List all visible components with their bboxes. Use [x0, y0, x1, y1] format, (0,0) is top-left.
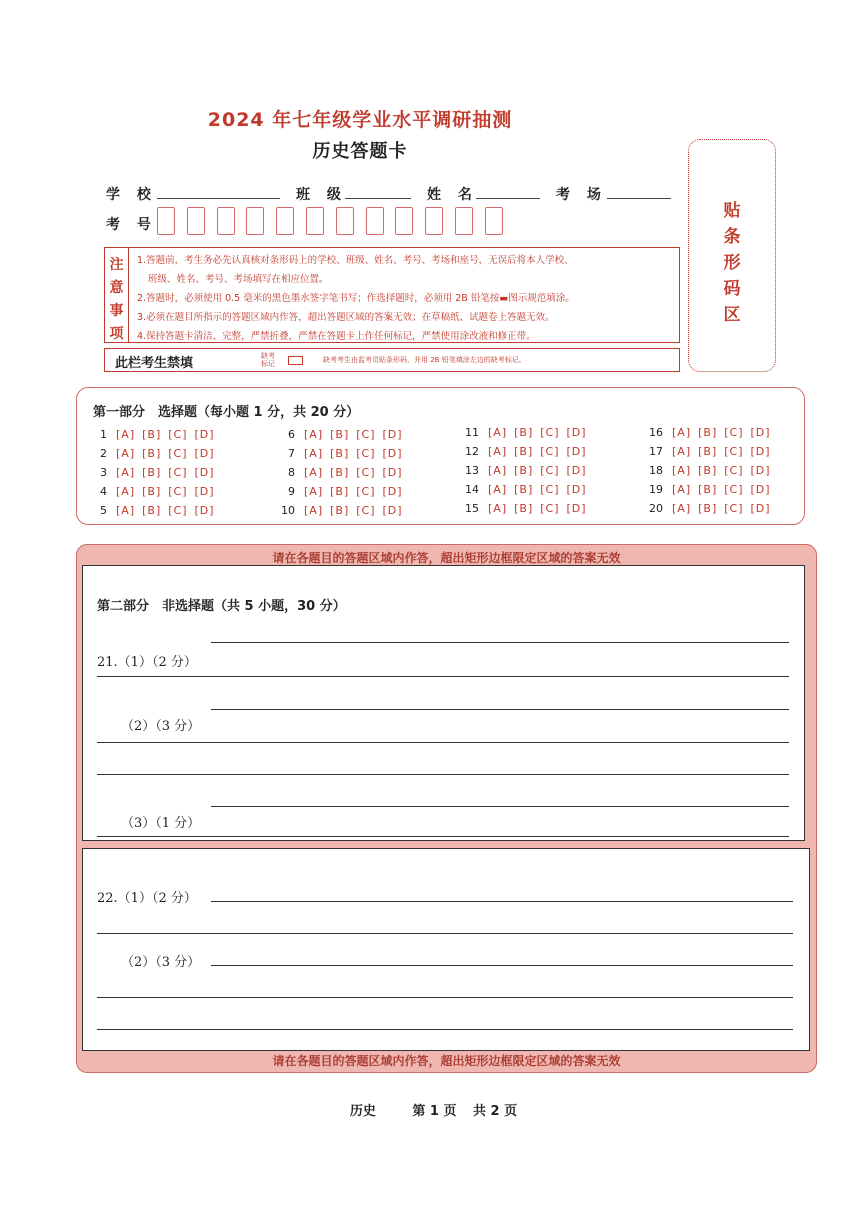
class-label: 班 级: [296, 187, 347, 203]
question-row: [649, 502, 771, 515]
answer-option[interactable]: [B]: [514, 502, 534, 515]
question-row: [93, 466, 215, 479]
notice-heading-char: 项: [109, 326, 124, 342]
question-row: [281, 466, 403, 479]
answer-option[interactable]: [C]: [540, 483, 560, 496]
answer-area-warning-top: 请在各题目的答题区域内作答，超出矩形边框限定区域的答案无效: [272, 551, 621, 565]
answer-option[interactable]: [D]: [194, 466, 215, 479]
written-answer-section: [76, 544, 817, 1073]
answer-option[interactable]: [D]: [566, 464, 587, 477]
question-row: [465, 483, 587, 496]
absent-note: 缺考考生由监考员贴条形码，并用 2B 铅笔填涂左边的缺考标记。: [323, 356, 526, 364]
answer-option[interactable]: [A]: [116, 447, 136, 460]
answer-option[interactable]: [B]: [698, 445, 718, 458]
barcode-char: 区: [723, 305, 741, 325]
answer-line[interactable]: [211, 965, 793, 966]
answer-line[interactable]: [97, 1029, 793, 1030]
answer-option[interactable]: [B]: [514, 426, 534, 439]
notice-text: [137, 251, 675, 346]
absent-label-line: 缺考: [261, 352, 275, 360]
answer-option[interactable]: [D]: [382, 447, 403, 460]
answer-line[interactable]: [97, 742, 789, 743]
answer-option[interactable]: [C]: [724, 483, 744, 496]
exam-id-digit-box[interactable]: [246, 207, 264, 235]
question-number: 11: [465, 426, 479, 439]
answer-option[interactable]: [C]: [356, 466, 376, 479]
answer-option[interactable]: [B]: [514, 483, 534, 496]
answer-option[interactable]: [D]: [382, 504, 403, 517]
answer-option[interactable]: [B]: [142, 466, 162, 479]
class-field[interactable]: [345, 198, 411, 199]
answer-option[interactable]: [C]: [540, 426, 560, 439]
notice-line: 班级、姓名、考号、考场填写在相应位置。: [148, 274, 329, 285]
part1-title: 第一部分 选择题（每小题 1 分，共 20 分）: [93, 405, 360, 420]
question-number: 8: [288, 466, 295, 479]
footer-page: 第 1 页: [412, 1104, 457, 1119]
question-row: [281, 485, 403, 498]
barcode-char: 码: [723, 279, 741, 299]
question-number: 5: [100, 504, 107, 517]
answer-option[interactable]: [D]: [566, 426, 587, 439]
question-row: [649, 483, 771, 496]
notice-line: 3.必须在题目所指示的答题区域内作答，超出答题区域的答案无效；在草稿纸、试题卷上答题无效。: [137, 312, 555, 323]
answer-option[interactable]: [A]: [672, 464, 692, 477]
answer-option[interactable]: [B]: [142, 504, 162, 517]
exam-id-digit-box[interactable]: [217, 207, 235, 235]
answer-line[interactable]: [211, 709, 789, 710]
answer-option[interactable]: [A]: [488, 502, 508, 515]
footer-subject: 历史: [349, 1104, 376, 1119]
answer-option[interactable]: [A]: [488, 445, 508, 458]
question-row: [649, 464, 771, 477]
question-row: [281, 447, 403, 460]
answer-line[interactable]: [97, 836, 789, 837]
answer-option[interactable]: [A]: [304, 485, 324, 498]
answer-option[interactable]: [B]: [330, 466, 350, 479]
question-number: 3: [100, 466, 107, 479]
answer-option[interactable]: [B]: [330, 504, 350, 517]
q21-part2-label: （2）（3 分）: [121, 719, 201, 734]
exam-id-digit-box[interactable]: [425, 207, 443, 235]
answer-option[interactable]: [D]: [566, 502, 587, 515]
answer-option[interactable]: [D]: [194, 504, 215, 517]
question-row: [93, 485, 215, 498]
answer-option[interactable]: [B]: [330, 428, 350, 441]
staff-only-row: [104, 348, 680, 372]
answer-option[interactable]: [A]: [672, 483, 692, 496]
notice-heading-char: 事: [109, 303, 124, 319]
multiple-choice-section: [76, 387, 805, 525]
notice-heading-char: 意: [109, 280, 124, 296]
answer-option[interactable]: [C]: [724, 426, 744, 439]
answer-option[interactable]: [C]: [540, 445, 560, 458]
barcode-label: [689, 198, 775, 328]
notice-heading-char: 注: [109, 257, 124, 273]
question-row: [465, 426, 587, 439]
id-label: 考 号: [106, 217, 157, 233]
question-number: 9: [288, 485, 295, 498]
answer-option[interactable]: [A]: [672, 502, 692, 515]
answer-option[interactable]: [C]: [356, 428, 376, 441]
barcode-area: [688, 139, 776, 372]
q21-part3-label: （3）（1 分）: [121, 816, 201, 831]
answer-option[interactable]: [C]: [356, 504, 376, 517]
answer-option[interactable]: [A]: [672, 426, 692, 439]
question-row: [649, 445, 771, 458]
name-label: 姓 名: [427, 187, 478, 203]
answer-line[interactable]: [211, 901, 793, 902]
answer-option[interactable]: [C]: [724, 445, 744, 458]
question-row: [93, 428, 215, 441]
answer-option[interactable]: [D]: [382, 466, 403, 479]
school-field[interactable]: [157, 198, 280, 199]
answer-option[interactable]: [B]: [330, 447, 350, 460]
exam-id-digit-box[interactable]: [276, 207, 294, 235]
answer-option[interactable]: [C]: [168, 447, 188, 460]
room-label: 考 场: [556, 187, 607, 203]
question-row: [281, 428, 403, 441]
exam-id-digit-box[interactable]: [306, 207, 324, 235]
answer-option[interactable]: [A]: [304, 447, 324, 460]
card-subtitle: 历史答题卡: [312, 141, 408, 162]
question-number: 1: [100, 428, 107, 441]
question-number: 2: [100, 447, 107, 460]
answer-option[interactable]: [D]: [750, 502, 771, 515]
question-row: [465, 502, 587, 515]
answer-line[interactable]: [97, 774, 789, 775]
answer-option[interactable]: [D]: [750, 483, 771, 496]
question-row: [281, 504, 403, 517]
answer-option[interactable]: [D]: [750, 464, 771, 477]
exam-id-digit-box[interactable]: [157, 207, 175, 235]
footer-total: 共 2 页: [473, 1104, 518, 1119]
notice-line: 1.答题前，考生务必先认真核对条形码上的学校、班级、姓名、考号、考场和座号，无误后将本人学校、: [137, 255, 574, 266]
question-row: [93, 504, 215, 517]
barcode-char: 贴: [723, 201, 741, 221]
part2-title: 第二部分 非选择题（共 5 小题，30 分）: [97, 599, 346, 614]
question-21-panel: [82, 565, 805, 841]
answer-option[interactable]: [B]: [330, 485, 350, 498]
answer-option[interactable]: [C]: [168, 504, 188, 517]
answer-option[interactable]: [A]: [304, 504, 324, 517]
name-field[interactable]: [476, 198, 540, 199]
answer-option[interactable]: [D]: [566, 445, 587, 458]
question-number: 16: [649, 426, 663, 439]
question-number: 18: [649, 464, 663, 477]
answer-area-warning-bottom: 请在各题目的答题区域内作答，超出矩形边框限定区域的答案无效: [272, 1054, 621, 1068]
q22-part1-label: 22.（1）（2 分）: [97, 891, 197, 906]
question-number: 10: [281, 504, 295, 517]
answer-option[interactable]: [B]: [698, 502, 718, 515]
question-row: [465, 445, 587, 458]
barcode-char: 形: [723, 253, 741, 273]
answer-option[interactable]: [A]: [304, 466, 324, 479]
absent-mark-label: [261, 352, 275, 368]
answer-option[interactable]: [A]: [116, 504, 136, 517]
exam-id-digit-box[interactable]: [187, 207, 205, 235]
answer-line[interactable]: [97, 676, 789, 677]
question-number: 19: [649, 483, 663, 496]
question-22-panel: [82, 848, 810, 1051]
answer-option[interactable]: [B]: [698, 483, 718, 496]
answer-option[interactable]: [D]: [382, 428, 403, 441]
answer-option[interactable]: [D]: [750, 426, 771, 439]
question-number: 17: [649, 445, 663, 458]
exam-title: 2024 年七年级学业水平调研抽测: [207, 109, 513, 131]
question-number: 20: [649, 502, 663, 515]
question-row: [649, 426, 771, 439]
notice-line: 4.保持答题卡清洁、完整，严禁折叠，严禁在答题卡上作任何标记，严禁使用涂改液和修正带。: [137, 331, 536, 342]
absent-label-line: 标记: [261, 360, 275, 368]
answer-option[interactable]: [D]: [382, 485, 403, 498]
answer-option[interactable]: [A]: [488, 483, 508, 496]
question-number: 6: [288, 428, 295, 441]
question-number: 4: [100, 485, 107, 498]
exam-id-digit-box[interactable]: [485, 207, 503, 235]
q21-part1-label: 21.（1）（2 分）: [97, 655, 197, 670]
answer-option[interactable]: [C]: [724, 502, 744, 515]
answer-option[interactable]: [D]: [566, 483, 587, 496]
question-row: [93, 447, 215, 460]
answer-option[interactable]: [A]: [304, 428, 324, 441]
school-label: 学 校: [106, 187, 157, 203]
answer-line[interactable]: [97, 997, 793, 998]
answer-option[interactable]: [A]: [116, 428, 136, 441]
question-number: 13: [465, 464, 479, 477]
answer-option[interactable]: [B]: [142, 485, 162, 498]
answer-option[interactable]: [A]: [116, 485, 136, 498]
answer-option[interactable]: [C]: [540, 502, 560, 515]
q22-part2-label: （2）（3 分）: [121, 955, 201, 970]
question-number: 12: [465, 445, 479, 458]
answer-option[interactable]: [C]: [168, 466, 188, 479]
exam-id-digit-box[interactable]: [336, 207, 354, 235]
answer-line[interactable]: [211, 642, 789, 643]
question-number: 14: [465, 483, 479, 496]
question-number: 15: [465, 502, 479, 515]
answer-line[interactable]: [97, 933, 793, 934]
exam-id-digit-box[interactable]: [395, 207, 413, 235]
notice-box: [104, 247, 680, 343]
answer-option[interactable]: [A]: [488, 426, 508, 439]
question-number: 7: [288, 447, 295, 460]
room-field[interactable]: [607, 198, 671, 199]
answer-option[interactable]: [D]: [750, 445, 771, 458]
answer-option[interactable]: [D]: [194, 485, 215, 498]
answer-option[interactable]: [C]: [356, 447, 376, 460]
answer-option[interactable]: [C]: [168, 485, 188, 498]
question-row: [465, 464, 587, 477]
absent-mark-box[interactable]: [288, 356, 303, 365]
exam-id-digit-box[interactable]: [366, 207, 384, 235]
answer-option[interactable]: [B]: [698, 464, 718, 477]
answer-option[interactable]: [C]: [724, 464, 744, 477]
answer-option[interactable]: [B]: [142, 428, 162, 441]
answer-option[interactable]: [B]: [698, 426, 718, 439]
answer-option[interactable]: [A]: [488, 464, 508, 477]
staff-only-label: 此栏考生禁填: [115, 356, 194, 371]
notice-heading: [105, 248, 129, 342]
answer-option[interactable]: [A]: [116, 466, 136, 479]
exam-id-digit-box[interactable]: [455, 207, 473, 235]
answer-option[interactable]: [C]: [168, 428, 188, 441]
barcode-char: 条: [723, 227, 741, 247]
answer-option[interactable]: [C]: [356, 485, 376, 498]
answer-option[interactable]: [B]: [514, 445, 534, 458]
answer-option[interactable]: [A]: [672, 445, 692, 458]
answer-option[interactable]: [D]: [194, 428, 215, 441]
page-footer: [0, 1100, 867, 1119]
answer-option[interactable]: [B]: [142, 447, 162, 460]
answer-option[interactable]: [D]: [194, 447, 215, 460]
answer-line[interactable]: [211, 806, 789, 807]
notice-line: 2.答题时，必须使用 0.5 毫米的黑色墨水签字笔书写；作选择题时，必须用 2B 铅笔按▬图示规范填涂。: [137, 293, 575, 304]
answer-option[interactable]: [C]: [540, 464, 560, 477]
answer-option[interactable]: [B]: [514, 464, 534, 477]
